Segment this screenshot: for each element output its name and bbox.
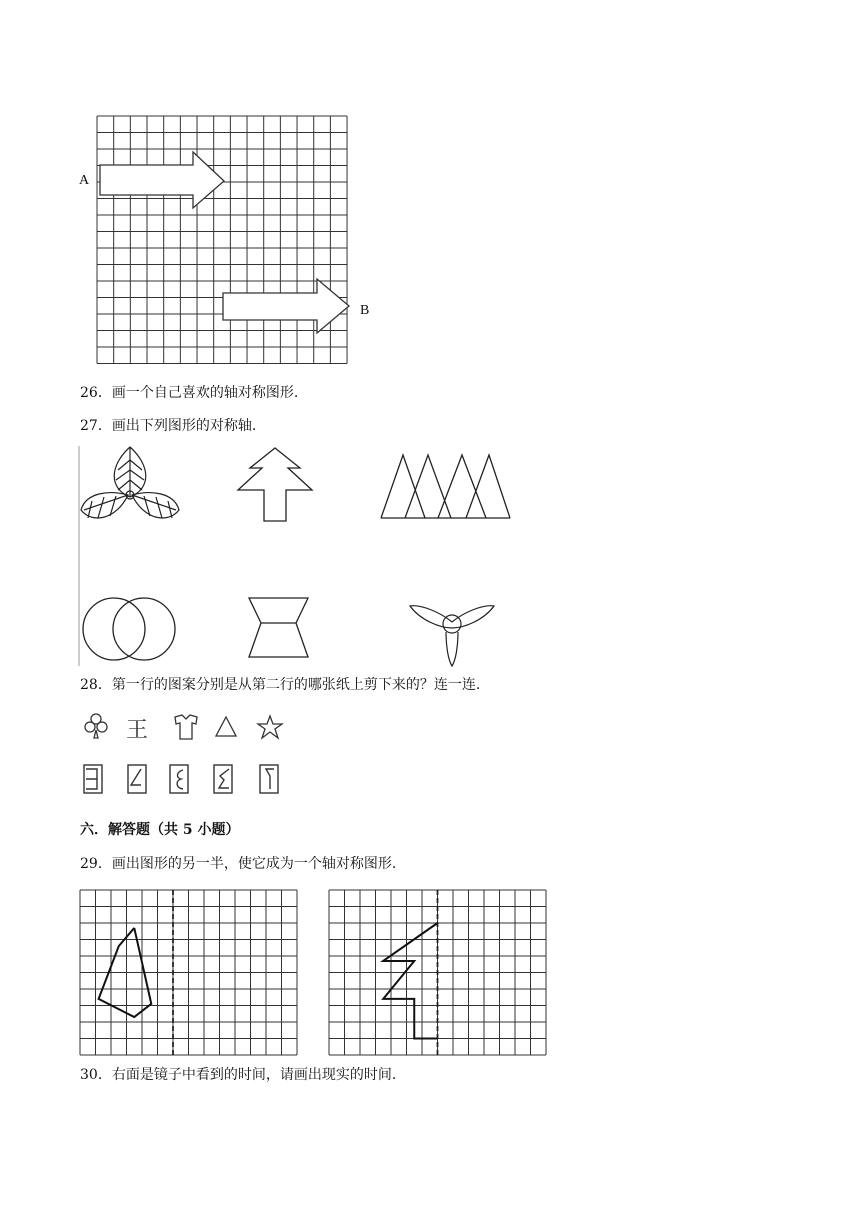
grid-left — [80, 890, 297, 1055]
question-text: 右面是镜子中看到的时间，请画出现实的时间. — [111, 1067, 397, 1083]
question-30 — [80, 1066, 396, 1084]
section-6-title: 六．解答题（共 5 小题） — [80, 822, 240, 838]
question-number: 30． — [80, 1067, 112, 1083]
question-text: 第一行的图案分别是从第二行的哪张纸上剪下来的？连一连. — [111, 677, 481, 693]
question-number: 26． — [80, 385, 112, 401]
question-text: 画出下列图形的对称轴. — [111, 418, 257, 434]
question-number: 27． — [80, 418, 112, 434]
label-b: B — [360, 303, 370, 318]
label-a: A — [79, 173, 90, 188]
wang-character: 王 — [126, 718, 149, 743]
question-text: 画出图形的另一半，使它成为一个轴对称图形. — [111, 856, 397, 872]
question-number: 29． — [80, 856, 112, 872]
question-text: 画一个自己喜欢的轴对称图形. — [111, 385, 299, 401]
question-number: 28． — [80, 677, 112, 693]
